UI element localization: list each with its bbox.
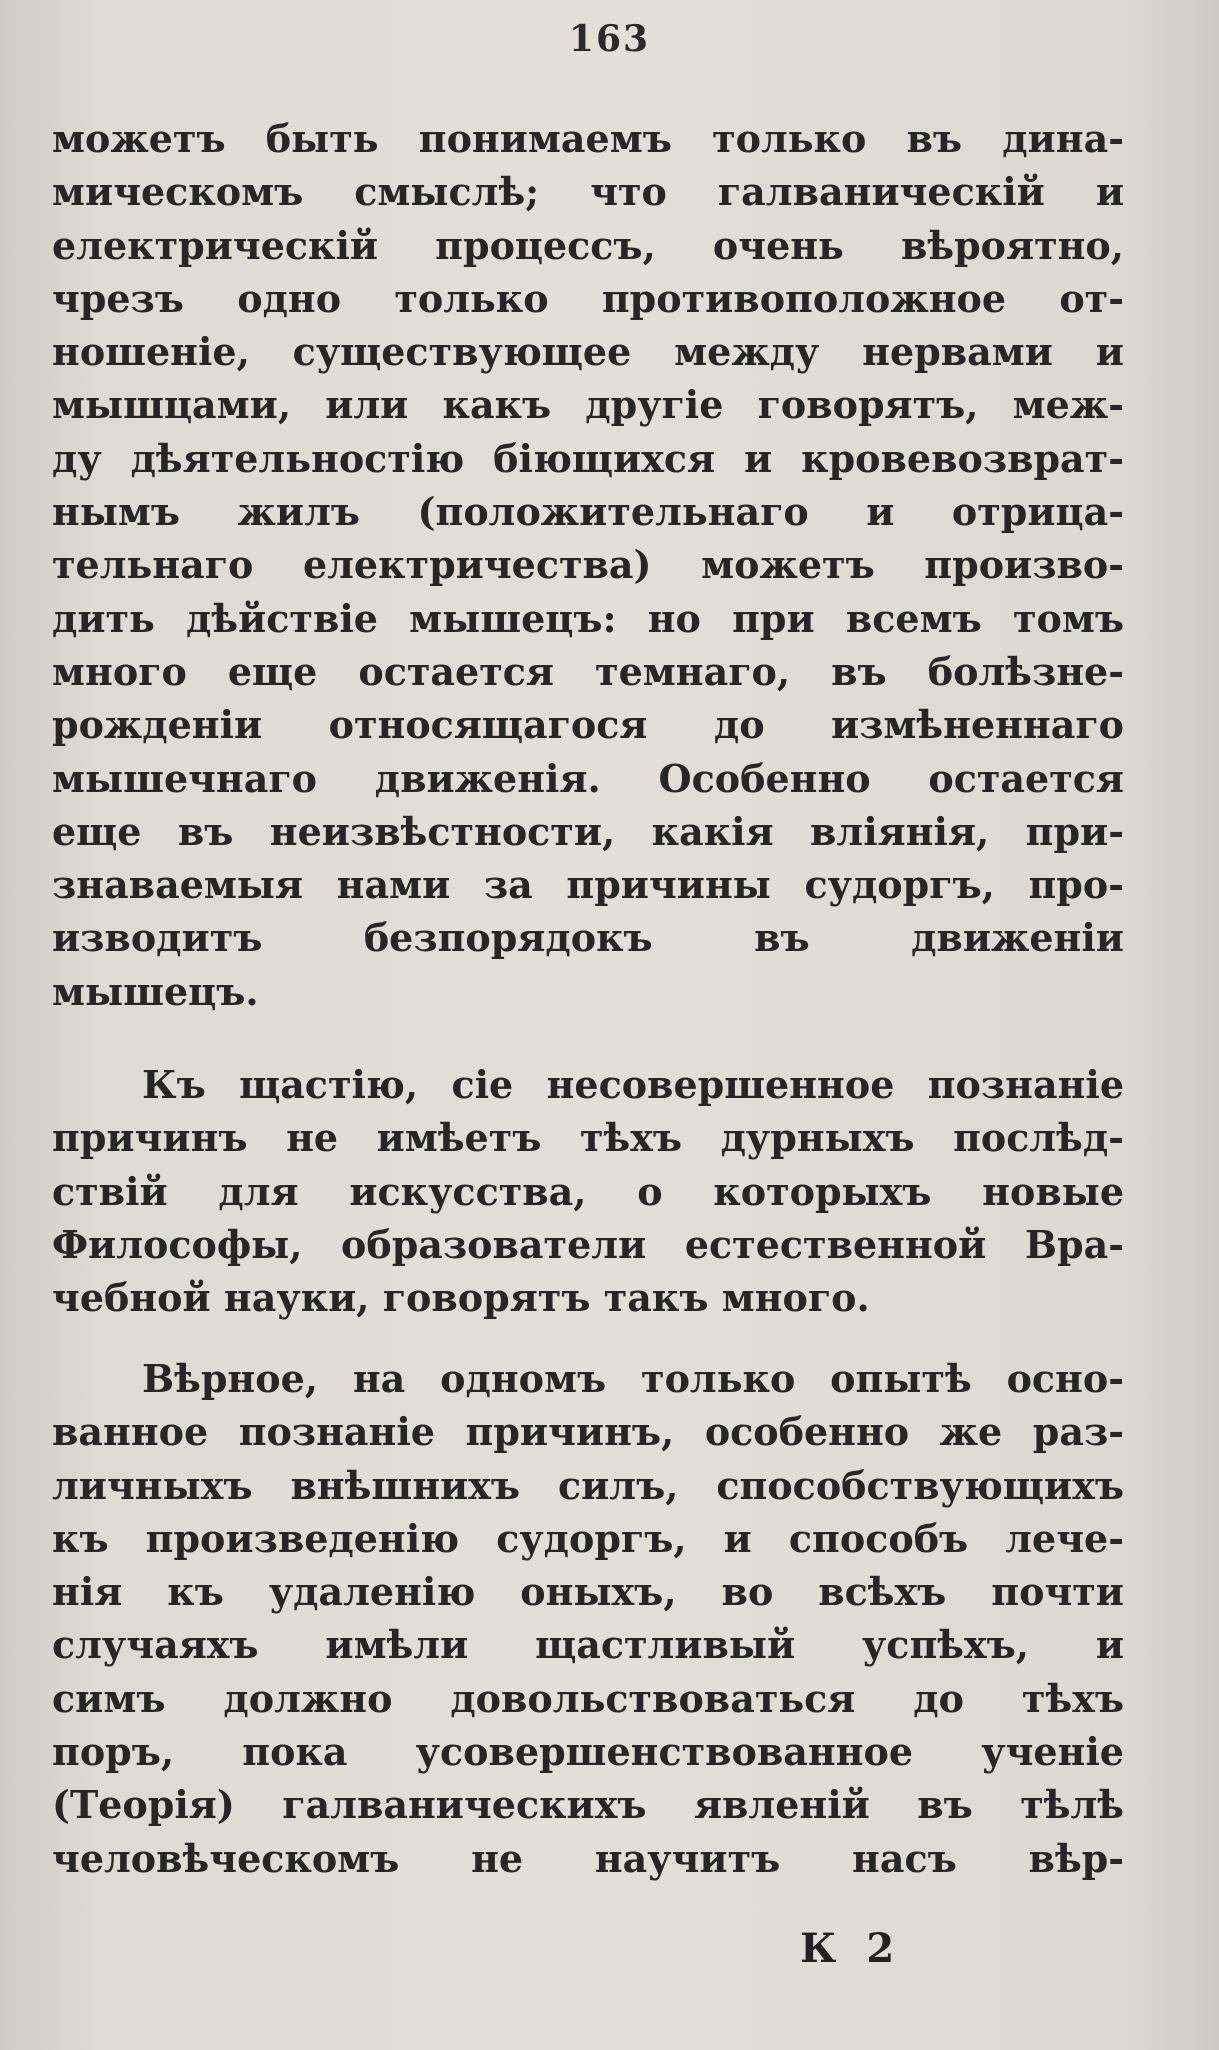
paragraph-3 (52, 1352, 1124, 1885)
page-number: 163 (568, 18, 651, 60)
text-line: ствій для искусства, о которыхъ новые (52, 1168, 1124, 1214)
text-line: Философы, образователи естественной Вра- (52, 1221, 1124, 1267)
text-line: нія къ удаленію оныхъ, во всѣхъ почти (52, 1569, 1124, 1615)
text-line: чрезъ одно только противоположное от- (52, 275, 1124, 321)
text-line: ду дѣятельностію біющихся и кровевозврат- (52, 435, 1124, 481)
text-line: електрическій процессъ, очень вѣроятно, (52, 222, 1124, 268)
text-line: мышцами, или какъ другіе говорятъ, меж- (52, 382, 1124, 428)
text-line: еще въ неизвѣстности, какія вліянія, при- (52, 808, 1124, 854)
text-line: можетъ быть понимаемъ только въ дина- (52, 116, 1124, 161)
text-line: тельнаго електричества) можетъ произво- (52, 542, 1124, 588)
text-line: симъ должно довольствоваться до тѣхъ (52, 1675, 1124, 1721)
text-line: Къ щастію, сіе несовершенное познаніе (142, 1062, 1124, 1107)
paragraph-2 (52, 1058, 1124, 1324)
text-line: ванное познаніе причинъ, особенно же раз- (52, 1409, 1124, 1455)
text-line: случаяхъ имѣли щастливый успѣхъ, и (52, 1622, 1124, 1668)
text-line: мическомъ смыслѣ; что галваническій и (52, 169, 1124, 215)
text-line: знаваемыя нами за причины судоргъ, про- (52, 862, 1124, 908)
text-line: поръ, пока усовершенствованное ученіе (52, 1729, 1124, 1775)
text-line: Вѣрное, на одномъ только опытѣ осно- (142, 1356, 1124, 1401)
text-line: къ произведенію судоргъ, и способъ лече- (52, 1515, 1124, 1561)
text-line: мышечнаго движенія. Особенно остается (52, 755, 1124, 801)
text-line: чебной науки, говорятъ такъ много. (52, 1275, 870, 1321)
text-line: человѣческомъ не научитъ насъ вѣр- (52, 1835, 1124, 1881)
text-line: причинъ не имѣетъ тѣхъ дурныхъ послѣд- (52, 1115, 1124, 1161)
text-line: изводитъ безпорядокъ въ движеніи (52, 915, 1124, 961)
text-line: рожденіи относящагося до измѣненнаго (52, 702, 1124, 748)
text-line: личныхъ внѣшнихъ силъ, способствующихъ (52, 1462, 1124, 1508)
paragraph-1 (52, 112, 1124, 1018)
text-line: ношеніе, существующее между нервами и (52, 329, 1124, 375)
text-line: нымъ жилъ (положительнаго и отрица- (52, 489, 1124, 535)
text-line: мышецъ. (52, 968, 259, 1014)
text-line: много еще остается темнаго, въ болѣзне- (52, 648, 1124, 694)
signature-mark: К 2 (800, 1925, 903, 1972)
text-line: дить дѣйствіе мышецъ: но при всемъ томъ (52, 595, 1124, 641)
text-line: (Теорія) галваническихъ явленій въ тѣлѣ (52, 1782, 1124, 1828)
